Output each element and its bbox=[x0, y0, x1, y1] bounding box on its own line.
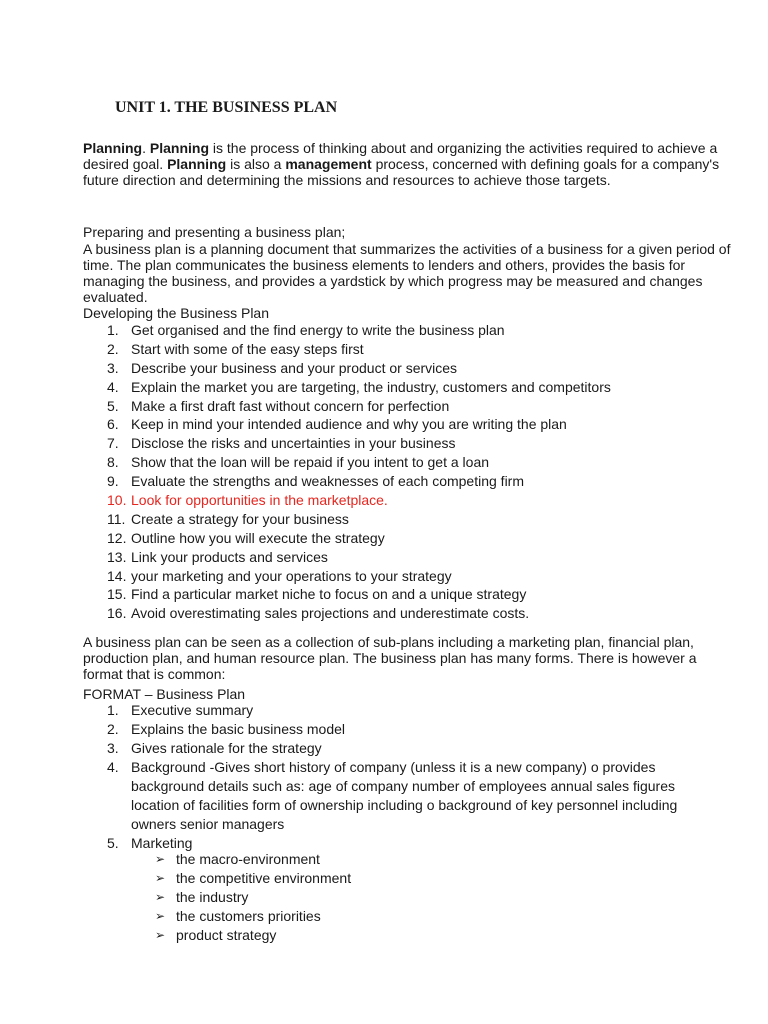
list-item bbox=[155, 850, 351, 869]
list-item bbox=[107, 453, 611, 472]
management-term: management bbox=[285, 156, 372, 172]
item-text: Find a particular market niche to focus on and a unique strategy bbox=[131, 586, 527, 603]
definition-paragraph: A business plan is a planning document that summarizes the activities of a business for a given period of time. The plan communicates the business elements to lenders and others, provides the basis for managing the business, and provides a yardstick by which progress may be measured and changes evaluated. bbox=[83, 241, 731, 305]
list-item bbox=[107, 548, 611, 567]
page-title: UNIT 1. THE BUSINESS PLAN bbox=[115, 99, 338, 116]
item-text: Explain the market you are targeting, the industry, customers and competitors bbox=[131, 378, 611, 395]
list-item bbox=[107, 604, 611, 623]
list-item bbox=[155, 907, 351, 926]
arrow-bullet-icon: ➢ bbox=[155, 928, 166, 942]
item-text: Executive summary bbox=[131, 702, 254, 718]
item-number: 11. bbox=[107, 510, 126, 527]
item-number: 5. bbox=[107, 397, 119, 414]
format-heading: FORMAT – Business Plan bbox=[83, 686, 246, 702]
item-number: 6. bbox=[107, 416, 119, 433]
arrow-bullet-icon: ➢ bbox=[155, 890, 166, 904]
steps-list bbox=[107, 321, 611, 623]
list-item bbox=[155, 888, 351, 907]
item-text: Keep in mind your intended audience and why you are writing the plan bbox=[131, 416, 567, 433]
item-text: Show that the loan will be repaid if you intent to get a loan bbox=[131, 454, 490, 471]
arrow-bullet-icon: ➢ bbox=[155, 852, 166, 866]
planning-term: Planning bbox=[149, 140, 210, 156]
list-item bbox=[107, 529, 611, 548]
item-number: 3. bbox=[107, 359, 119, 376]
list-item bbox=[107, 720, 706, 739]
item-text: Explains the basic business model bbox=[131, 720, 346, 737]
list-item bbox=[155, 926, 351, 945]
list-item bbox=[107, 434, 611, 453]
item-number: 7. bbox=[107, 435, 119, 452]
item-text: your marketing and your operations to your strategy bbox=[131, 567, 452, 584]
item-number: 14. bbox=[107, 567, 127, 584]
developing-heading: Developing the Business Plan bbox=[83, 305, 270, 321]
intro-text: process, concerned with defining goals for a company's future direction and determining the missions and resources to achieve those targets. bbox=[83, 156, 720, 188]
list-item bbox=[107, 567, 611, 586]
item-text: Make a first draft fast without concern for perfection bbox=[131, 397, 450, 414]
intro-text: is also a bbox=[226, 156, 286, 172]
list-item bbox=[107, 321, 611, 340]
list-item bbox=[107, 359, 611, 378]
prep-heading: Preparing and presenting a business plan; bbox=[83, 224, 346, 240]
list-item bbox=[107, 472, 611, 491]
item-text: Get organised and the find energy to write the business plan bbox=[131, 322, 505, 338]
item-text: Gives rationale for the strategy bbox=[131, 739, 322, 756]
item-text: Create a strategy for your business bbox=[131, 510, 349, 527]
item-number: 12. bbox=[107, 529, 127, 546]
item-text: Describe your business and your product or services bbox=[131, 359, 458, 376]
list-item bbox=[107, 378, 611, 397]
item-text: the industry bbox=[176, 889, 249, 905]
list-item bbox=[107, 739, 706, 758]
list-item bbox=[107, 585, 611, 604]
item-number: 5. bbox=[107, 835, 119, 852]
list-item bbox=[107, 415, 611, 434]
item-number: 3. bbox=[107, 739, 119, 756]
item-number: 8. bbox=[107, 454, 119, 471]
list-item bbox=[155, 869, 351, 888]
arrow-bullet-icon: ➢ bbox=[155, 909, 166, 923]
item-number: 4. bbox=[107, 378, 119, 395]
item-text: Evaluate the strengths and weaknesses of each competing firm bbox=[131, 473, 524, 490]
item-number: 9. bbox=[107, 473, 119, 490]
format-list bbox=[107, 701, 706, 853]
item-number: 1. bbox=[107, 702, 119, 718]
item-text: Marketing bbox=[131, 835, 193, 852]
list-item bbox=[107, 340, 611, 359]
list-item bbox=[107, 701, 706, 720]
item-text: Background -Gives short history of company (unless it is a new company) o provides background details such as: age of company number of employees annual sales figures location of facilities form of ownership including o background of key personnel including owners senior managers bbox=[131, 758, 678, 833]
item-text: Link your products and services bbox=[131, 548, 328, 565]
intro-text: is the process of thinking about and organizing the activities required to achieve a desired goal. bbox=[83, 140, 718, 172]
marketing-sublist bbox=[155, 850, 351, 945]
item-text: the competitive environment bbox=[176, 870, 352, 886]
list-item-highlighted bbox=[107, 491, 611, 510]
item-text: product strategy bbox=[176, 927, 277, 943]
item-text: the customers priorities bbox=[176, 908, 321, 924]
item-text: the macro-environment bbox=[176, 851, 320, 867]
list-item bbox=[107, 397, 611, 416]
item-number: 1. bbox=[107, 322, 119, 338]
item-number: 10. bbox=[107, 492, 127, 509]
list-item bbox=[107, 758, 706, 835]
item-text: Look for opportunities in the marketplace. bbox=[131, 492, 388, 509]
intro-paragraph bbox=[83, 140, 733, 188]
list-item bbox=[107, 510, 611, 529]
item-number: 15. bbox=[107, 586, 127, 603]
item-text: Avoid overestimating sales projections and underestimate costs. bbox=[131, 605, 530, 622]
item-number: 13. bbox=[107, 548, 127, 565]
item-text: Disclose the risks and uncertainties in your business bbox=[131, 435, 456, 452]
item-text: Outline how you will execute the strategy bbox=[131, 529, 385, 546]
arrow-bullet-icon: ➢ bbox=[155, 871, 166, 885]
subplans-paragraph: A business plan can be seen as a collection of sub-plans including a marketing plan, financial plan, production plan, and human resource plan. The business plan has many forms. There is however a format that is common: bbox=[83, 634, 697, 682]
intro-text: . bbox=[142, 140, 150, 156]
item-number: 4. bbox=[107, 758, 119, 775]
planning-term: Planning bbox=[167, 156, 227, 172]
item-number: 2. bbox=[107, 340, 119, 357]
item-text: Start with some of the easy steps first bbox=[131, 340, 364, 357]
planning-term: Planning bbox=[83, 140, 143, 156]
item-number: 16. bbox=[107, 605, 127, 622]
item-number: 2. bbox=[107, 720, 119, 737]
